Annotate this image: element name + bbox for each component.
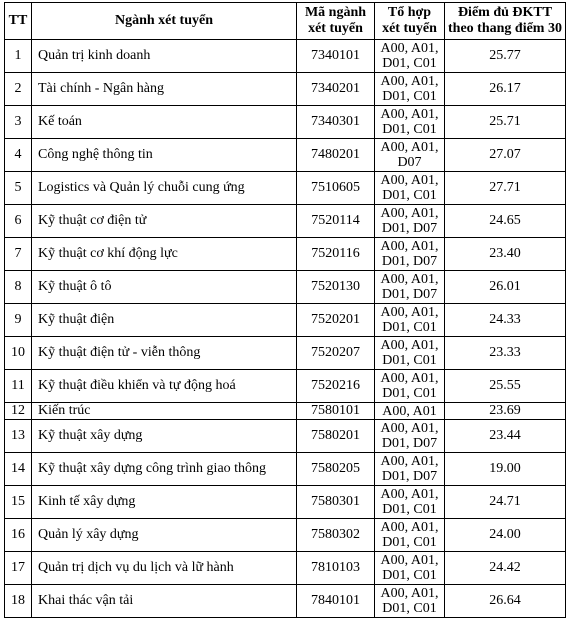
table-row (5, 420, 566, 453)
subject-combination: A00, A01, D07 (375, 139, 445, 172)
major-name: Kinh tế xây dựng (32, 486, 297, 519)
major-code: 7840101 (297, 585, 375, 618)
major-name: Kỹ thuật xây dựng (32, 420, 297, 453)
admission-score: 19.00 (445, 453, 566, 486)
table-row (5, 552, 566, 585)
table-row (5, 40, 566, 73)
admission-score: 27.07 (445, 139, 566, 172)
major-code: 7580301 (297, 486, 375, 519)
admission-score: 27.71 (445, 172, 566, 205)
admission-score: 24.42 (445, 552, 566, 585)
subject-combination: A00, A01, D01, D07 (375, 420, 445, 453)
table-row (5, 73, 566, 106)
subject-combination: A00, A01, D01, C01 (375, 486, 445, 519)
admission-score-table (4, 2, 566, 618)
major-name: Công nghệ thông tin (32, 139, 297, 172)
header-combo-line1: Tổ hợp (387, 5, 432, 20)
row-number: 18 (5, 585, 32, 618)
major-code: 7580302 (297, 519, 375, 552)
major-code: 7520116 (297, 238, 375, 271)
table-header-row (5, 3, 566, 40)
row-number: 3 (5, 106, 32, 139)
subject-combination: A00, A01, D01, C01 (375, 40, 445, 73)
subject-combination: A00, A01, D01, C01 (375, 519, 445, 552)
admission-score: 24.71 (445, 486, 566, 519)
header-code-line1: Mã ngành (304, 5, 367, 20)
table-row (5, 271, 566, 304)
table-row (5, 172, 566, 205)
admission-score: 26.64 (445, 585, 566, 618)
row-number: 2 (5, 73, 32, 106)
header-combo-line2: xét tuyển (382, 21, 437, 36)
major-code: 7520201 (297, 304, 375, 337)
row-number: 17 (5, 552, 32, 585)
major-name: Kỹ thuật điện tử - viễn thông (32, 337, 297, 370)
subject-combination: A00, A01, D01, C01 (375, 337, 445, 370)
subject-combination: A00, A01, D01, C01 (375, 106, 445, 139)
header-combo (375, 3, 445, 40)
admission-score: 24.65 (445, 205, 566, 238)
subject-combination: A00, A01, D01, C01 (375, 73, 445, 106)
admission-score: 25.77 (445, 40, 566, 73)
major-name: Kiến trúc (32, 403, 297, 420)
subject-combination: A00, A01, D01, D07 (375, 205, 445, 238)
table-row (5, 486, 566, 519)
major-code: 7340201 (297, 73, 375, 106)
table-row (5, 337, 566, 370)
admission-score: 23.44 (445, 420, 566, 453)
header-code (297, 3, 375, 40)
admission-score: 23.69 (445, 403, 566, 420)
subject-combination: A00, A01 (375, 403, 445, 420)
row-number: 11 (5, 370, 32, 403)
major-name: Khai thác vận tải (32, 585, 297, 618)
table-row (5, 403, 566, 420)
admission-score: 23.33 (445, 337, 566, 370)
header-score-line1: Điểm đủ ĐKTT (457, 5, 553, 20)
admission-score: 25.71 (445, 106, 566, 139)
admission-score: 24.00 (445, 519, 566, 552)
major-name: Kỹ thuật điều khiển và tự động hoá (32, 370, 297, 403)
row-number: 8 (5, 271, 32, 304)
subject-combination: A00, A01, D01, C01 (375, 304, 445, 337)
row-number: 16 (5, 519, 32, 552)
table-body (5, 40, 566, 618)
row-number: 13 (5, 420, 32, 453)
major-name: Logistics và Quản lý chuỗi cung ứng (32, 172, 297, 205)
major-code: 7520130 (297, 271, 375, 304)
row-number: 12 (5, 403, 32, 420)
header-score (445, 3, 566, 40)
admission-score: 26.17 (445, 73, 566, 106)
table-row (5, 585, 566, 618)
major-name: Tài chính - Ngân hàng (32, 73, 297, 106)
major-name: Quản trị dịch vụ du lịch và lữ hành (32, 552, 297, 585)
table-row (5, 519, 566, 552)
table-row (5, 453, 566, 486)
major-code: 7520114 (297, 205, 375, 238)
subject-combination: A00, A01, D01, C01 (375, 552, 445, 585)
major-code: 7580205 (297, 453, 375, 486)
admission-score: 26.01 (445, 271, 566, 304)
major-code: 7810103 (297, 552, 375, 585)
major-code: 7520207 (297, 337, 375, 370)
row-number: 15 (5, 486, 32, 519)
admission-score: 23.40 (445, 238, 566, 271)
major-code: 7340101 (297, 40, 375, 73)
major-code: 7480201 (297, 139, 375, 172)
major-name: Kỹ thuật cơ khí động lực (32, 238, 297, 271)
subject-combination: A00, A01, D01, D07 (375, 238, 445, 271)
header-major: Ngành xét tuyển (32, 3, 297, 40)
major-name: Kỹ thuật điện (32, 304, 297, 337)
table-row (5, 139, 566, 172)
major-name: Quản lý xây dựng (32, 519, 297, 552)
table-row (5, 238, 566, 271)
major-name: Quản trị kinh doanh (32, 40, 297, 73)
subject-combination: A00, A01, D01, D07 (375, 453, 445, 486)
admission-table-container (4, 2, 566, 618)
admission-score: 24.33 (445, 304, 566, 337)
major-name: Kỹ thuật xây dựng công trình giao thông (32, 453, 297, 486)
row-number: 6 (5, 205, 32, 238)
row-number: 9 (5, 304, 32, 337)
header-code-line2: xét tuyển (308, 21, 363, 36)
row-number: 7 (5, 238, 32, 271)
table-row (5, 304, 566, 337)
subject-combination: A00, A01, D01, D07 (375, 271, 445, 304)
major-name: Kế toán (32, 106, 297, 139)
major-code: 7580101 (297, 403, 375, 420)
table-row (5, 370, 566, 403)
header-tt: TT (5, 3, 32, 40)
subject-combination: A00, A01, D01, C01 (375, 585, 445, 618)
admission-score: 25.55 (445, 370, 566, 403)
major-code: 7510605 (297, 172, 375, 205)
header-score-line2: theo thang điểm 30 (448, 21, 562, 36)
row-number: 10 (5, 337, 32, 370)
row-number: 14 (5, 453, 32, 486)
major-name: Kỹ thuật cơ điện tử (32, 205, 297, 238)
row-number: 1 (5, 40, 32, 73)
major-code: 7580201 (297, 420, 375, 453)
table-row (5, 106, 566, 139)
row-number: 4 (5, 139, 32, 172)
major-code: 7520216 (297, 370, 375, 403)
subject-combination: A00, A01, D01, C01 (375, 370, 445, 403)
table-row (5, 205, 566, 238)
major-name: Kỹ thuật ô tô (32, 271, 297, 304)
major-code: 7340301 (297, 106, 375, 139)
row-number: 5 (5, 172, 32, 205)
subject-combination: A00, A01, D01, C01 (375, 172, 445, 205)
